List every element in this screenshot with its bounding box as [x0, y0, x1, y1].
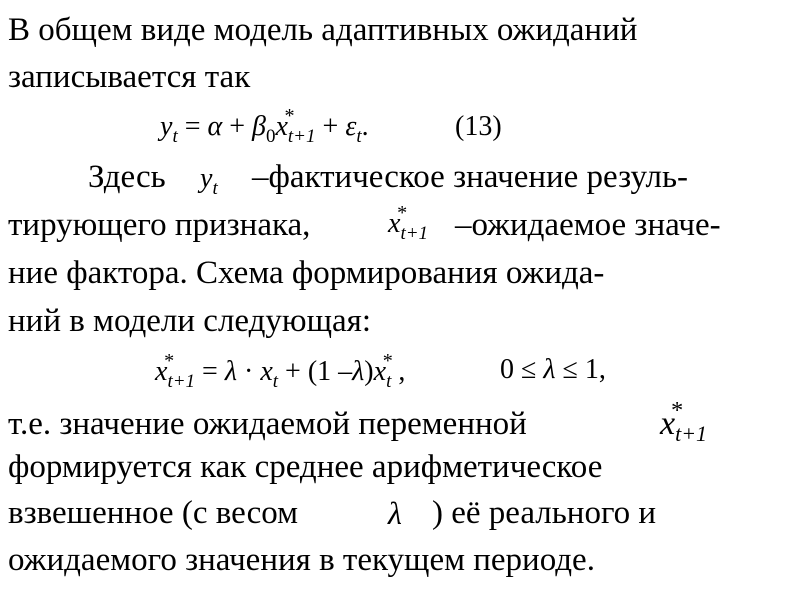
text-zdes: Здесь [88, 159, 166, 195]
inline2-sub-tp1: t+1 [675, 421, 708, 446]
inline2-var-x: x [660, 405, 676, 442]
inline2-star: * [671, 396, 684, 424]
eq-beta: β [252, 111, 266, 142]
eq2-equals: = [202, 356, 218, 387]
inline-x-star [388, 201, 429, 254]
eq-star: * [284, 104, 295, 127]
eq-var-y: y [160, 111, 173, 142]
eq-sub-tp1: t+1 [287, 126, 316, 147]
equation-13 [160, 104, 369, 157]
eq2-star-2: * [382, 349, 393, 372]
text-line-1: В общем виде модель адаптивных ожиданий [8, 12, 638, 48]
equation-2 [155, 349, 406, 402]
inline-x-star-2 [660, 396, 708, 454]
text-line-vzv: взвешенное (с весом [8, 495, 298, 531]
equation-2-range [500, 350, 606, 390]
eq2-var-x3: x [373, 356, 387, 387]
eq2-comma: , [398, 356, 406, 387]
inline-sub-t: t [212, 178, 218, 199]
eq-sub-zero: 0 [265, 126, 276, 147]
inline-sub-tp1: t+1 [400, 223, 429, 244]
eq2-sub-t: t [272, 371, 279, 392]
eq-plus: + [229, 111, 246, 142]
text-dash-1: –фактическое значение резуль- [252, 159, 689, 195]
inline-y-t [200, 159, 218, 209]
text-line-factor: ние фактора. Схема формирования ожида- [8, 255, 605, 291]
eq-equals: = [184, 111, 201, 142]
eq-plus-2: + [322, 111, 339, 142]
eq2-lambda-3: λ [543, 354, 556, 385]
text-dash-2: –ожидаемое значе- [455, 207, 721, 243]
eq2-close: ) [364, 356, 374, 387]
equation-number: (13) [455, 111, 502, 142]
text-line-last: ожидаемого значения в текущем периоде. [8, 542, 595, 578]
eq2-sub-t-2: t [386, 371, 392, 392]
eq2-var-x2: x [260, 356, 273, 387]
text-line-2: записывается так [8, 59, 251, 95]
text-line-te: т.е. значение ожидаемой переменной [8, 406, 527, 442]
text-line-model: ний в модели следующая: [8, 303, 371, 339]
eq-sub-t-2: t [356, 126, 362, 147]
eq-alpha: α [207, 111, 223, 142]
inline-lambda [388, 493, 402, 533]
text-line-tir: тирующего признака, [8, 207, 311, 243]
eq2-var-x: x [155, 356, 168, 387]
eq2-plus: + [285, 356, 301, 387]
eq-sub-t: t [172, 126, 178, 147]
eq-dot: . [361, 111, 369, 142]
eq2-range-left: 0 ≤ [500, 354, 537, 385]
eq2-lambda-2: λ [352, 356, 365, 387]
eq2-sub-tp1: t+1 [167, 371, 196, 392]
inline-lambda-symbol: λ [388, 495, 402, 531]
eq-var-x: x [275, 111, 288, 142]
text-line-real: ) её реального и [432, 495, 657, 531]
inline-var-x: x [388, 208, 401, 239]
inline-star: * [397, 201, 408, 224]
inline-var-y: y [200, 163, 213, 194]
eq2-cdot: · [243, 356, 254, 387]
eq2-paren: (1 – [307, 356, 353, 387]
eq2-lambda: λ [224, 356, 237, 387]
eq2-star: * [164, 349, 175, 372]
text-line-form: формируется как среднее арифметическое [8, 449, 603, 485]
eq-epsilon: ε [345, 111, 357, 142]
eq2-range-right: ≤ 1, [562, 354, 606, 385]
